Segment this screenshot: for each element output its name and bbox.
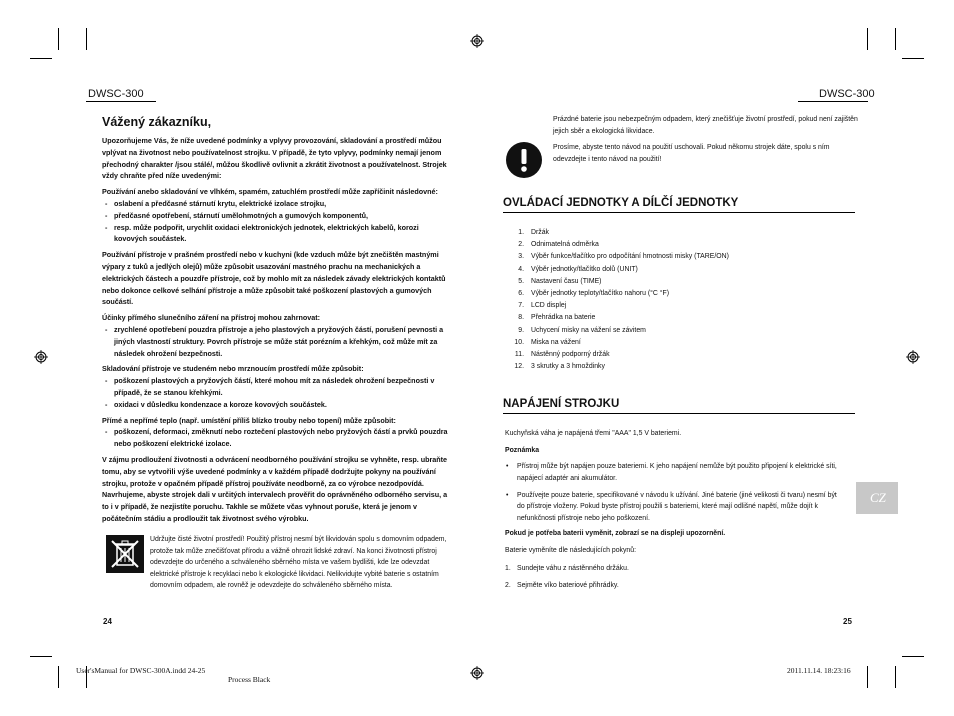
list-item: - poškození plastových a pryžových částí, které mohou mít za následek ohrožení bezpečnosti v případě, že se stanou křehkými. (102, 375, 450, 399)
list-item: 6. Výběr jednotky teploty/tlačítko nahoru (°C °F) (518, 290, 670, 298)
registration-mark-icon (906, 350, 920, 364)
footer-color: Process Black (228, 675, 271, 684)
list-item: 4. Výběr jednotky/tlačítko dolů (UNIT) (518, 265, 638, 273)
power-text: Kuchyňská váha je napájená třemi "AAA" 1,5 V bateriemi. (505, 430, 682, 437)
crop-mark (895, 666, 896, 688)
list-item: 7. LCD displej (518, 302, 567, 310)
humidity-title: Používání anebo skladování ve vlhkém, spamém, zatuchlém prostředí může zapříčinit následovné: (102, 187, 438, 197)
header-model-left: DWSC-300 (88, 88, 144, 100)
weee-bin-icon (106, 535, 144, 573)
list-item: 11. Nástěnný podporný držák (514, 351, 610, 359)
page-number-right: 25 (843, 617, 852, 626)
footer-filename: User'sManual for DWSC-300A.indd 24-25 (76, 666, 206, 675)
language-tab (856, 482, 898, 514)
list-item: - předčasné opotřebení, stárnutí umělohmotných a gumových komponentů, (102, 210, 450, 222)
list-item: - zrychlené opotřebení pouzdra přístroje a jeho plastových a pryžových částí, porušení pevnosti a jiných vlastností struktury. Povrch přístroje se může stát porézním a křehkým, což může mít za následek ohrožení bezpečnosti. (102, 324, 450, 359)
list-item: • Přístroj může být napájen pouze bateriemi. K jeho napájení nemůže být použito připojení k elektrické síti, napájecí adaptér ani akumulátor. (505, 461, 845, 485)
lifetime-paragraph: V zájmu prodloužení životnosti a odvrácení neodborného používání strojku se vyhněte, resp. ubraňte tomu, aby se vytvořili výše uvedené podmínky a v každém případě dodržujte pokyny na používání strojku, protože v opačném případě přístroj používáte neodborně, za co výrobce nezodpovídá. Navrhujeme, abyste strojek dali v určitých intervalech prověřit do oprávněného odborného servisu, a to i v případě, že nezjistíte poruchu. Takhle se můžete včas vyhnout poruše, která je jenom v počátečním stádiu a prodloužit tak životnost svého výrobku. (102, 454, 448, 523)
power-rule (503, 413, 855, 414)
crop-mark (58, 28, 59, 50)
list-item: 1. Držák (518, 229, 549, 236)
dust-paragraph: Používání přístroje v prašném prostředí nebo v kuchyni (kde vzduch může být znečištěn mastnými výpary z tuků a jedlých olejů) může způsobit usazování mastného prachu na mechanických a elektrických částech a pouzdře přístroje, což by mohlo mít za následek závady elektrických kontaktů nebo dokonce celkové selhání přístroje a může způsobit také poškození plastových a gumových součástí. (102, 250, 446, 307)
list-item: 1. Sundejte váhu z nástěnného držáku. (505, 565, 629, 572)
list-item: - oslabení a předčasné stárnutí krytu, elektrické izolace strojku, (102, 198, 450, 210)
registration-mark-icon (470, 666, 484, 680)
list-item: - resp. může podpořit, urychlit oxidaci elektronických jednotek, elektrických kabelů, korozi kovových součástek. (102, 222, 450, 246)
page-number-left: 24 (103, 617, 112, 626)
header-rule-right (798, 101, 868, 102)
replace-steps (505, 560, 845, 594)
cold-title: Skladování přístroje ve studeném nebo mrznoucím prostředí může způsobit: (102, 364, 364, 374)
note-label: Poznámka (505, 447, 540, 454)
header-rule-left (86, 101, 156, 102)
registration-mark-icon (34, 350, 48, 364)
crop-mark (902, 58, 924, 59)
warning-icon (505, 141, 543, 179)
battery-waste-note: Prázdné baterie jsou nebezpečným odpadem, který znečišťuje životní prostředí, pokud není zajištěn jejich sběr a ekologická likvidace. (553, 116, 858, 135)
controls-list (508, 227, 848, 373)
crop-mark (86, 28, 87, 50)
greeting-heading: Vážený zákazníku, (102, 115, 212, 129)
controls-section-title: OVLÁDACÍ JEDNOTKY A DÍLČÍ JEDNOTKY (503, 197, 739, 209)
left-page-content (102, 115, 450, 525)
intro-paragraph: Upozorňujeme Vás, že níže uvedené podmínky a vplyvy provozování, skladování a prostředí můžou vplývat na životnost nebo používatelnost strojku. V případě, že tyto vplyvy, podmínky nemají jenom přechodný charakter /jsou stálé/, můžou škodlivě ovlivnit a zkrátit životnost a používatelnost. Strojek vždy chraňte před níže uvedenými: (102, 136, 447, 181)
header-model-right: DWSC-300 (819, 88, 875, 100)
weee-text: Udržujte čisté životní prostředí! Použitý přístroj nesmí být likvidován spolu s domovním odpadem, protože tak může znečišťovat přírodu a vážně ohrozit lidské zdraví. Na konci životnosti přístroj odevzdejte do určeného a schváleného sběrného místa ve vašem bydlišti, kde lze odevzdat elektrické přístroje k recyklaci nebo k ekologické likvidaci. Nelikvidujte vybité baterie s ostatním domovním odpadem, ale rovněž je odevzdejte do schváleného sběrného místa. (150, 536, 447, 590)
replace-title: Pokud je potřeba baterii vyměnit, zobrazí se na displeji upozornění. (505, 530, 726, 537)
power-section-title: NAPÁJENÍ STROJKU (503, 398, 620, 410)
notes-list (505, 461, 845, 525)
list-item: • Používejte pouze baterie, specifikované v návodu k užívání. Jiné baterie (jiné velikosti či tvaru) nesmí být do přístroje vloženy. Pokud byste přístroj použili s bateriemi, které mají odlišné napětí, může dojít k nefunkčnosti přístroje nebo jeho poškození. (505, 490, 845, 525)
controls-rule (503, 212, 855, 213)
list-item: 5. Nastavení času (TIME) (518, 277, 602, 285)
list-item: 10. Miska na vážení (514, 338, 581, 346)
crop-mark (895, 28, 896, 50)
crop-mark (30, 58, 52, 59)
crop-mark (867, 28, 868, 50)
heat-title: Přímé a nepřímé teplo (např. umístění příliš blízko trouby nebo topení) může způsobit: (102, 415, 396, 425)
list-item: 12. 3 skrutky a 3 hmoždinky (514, 363, 605, 371)
list-item: 2. Odnimatelná odměrka (518, 241, 599, 249)
list-item: 2. Sejměte víko bateriové přihrádky. (505, 582, 619, 589)
list-item: 8. Přehrádka na baterie (518, 314, 596, 322)
language-tab-label: CZ (870, 490, 886, 505)
crop-mark (58, 666, 59, 688)
footer-date: 2011.11.14. 18:23:16 (787, 666, 851, 675)
crop-mark (867, 666, 868, 688)
registration-mark-icon (470, 34, 484, 48)
list-item: - oxidaci v důsledku kondenzace a koroze kovových součástek. (102, 399, 450, 411)
list-item: 3. Výběr funkce/tlačítko pro odpočítání hmotnosti misky (TARE/ON) (518, 253, 729, 261)
crop-mark (902, 656, 924, 657)
replace-intro: Baterie vyměníte dle následujících pokynů: (505, 547, 636, 554)
keep-manual-note: Prosíme, abyste tento návod na použití uschovali. Pokud někomu strojek dáte, spolu s ním odevzdejte i tento návod na použití! (553, 144, 830, 163)
sunlight-title: Účinky přímého slunečního záření na přístroj mohou zahrnovat: (102, 313, 321, 323)
list-item: - poškození, deformaci, změknutí nebo roztečení plastových nebo pryžových částí a prvků pouzdra nebo poškození elektrické izolace. (102, 426, 450, 450)
list-item: 9. Uchycení misky na vážení se závitem (518, 326, 646, 334)
crop-mark (30, 656, 52, 657)
